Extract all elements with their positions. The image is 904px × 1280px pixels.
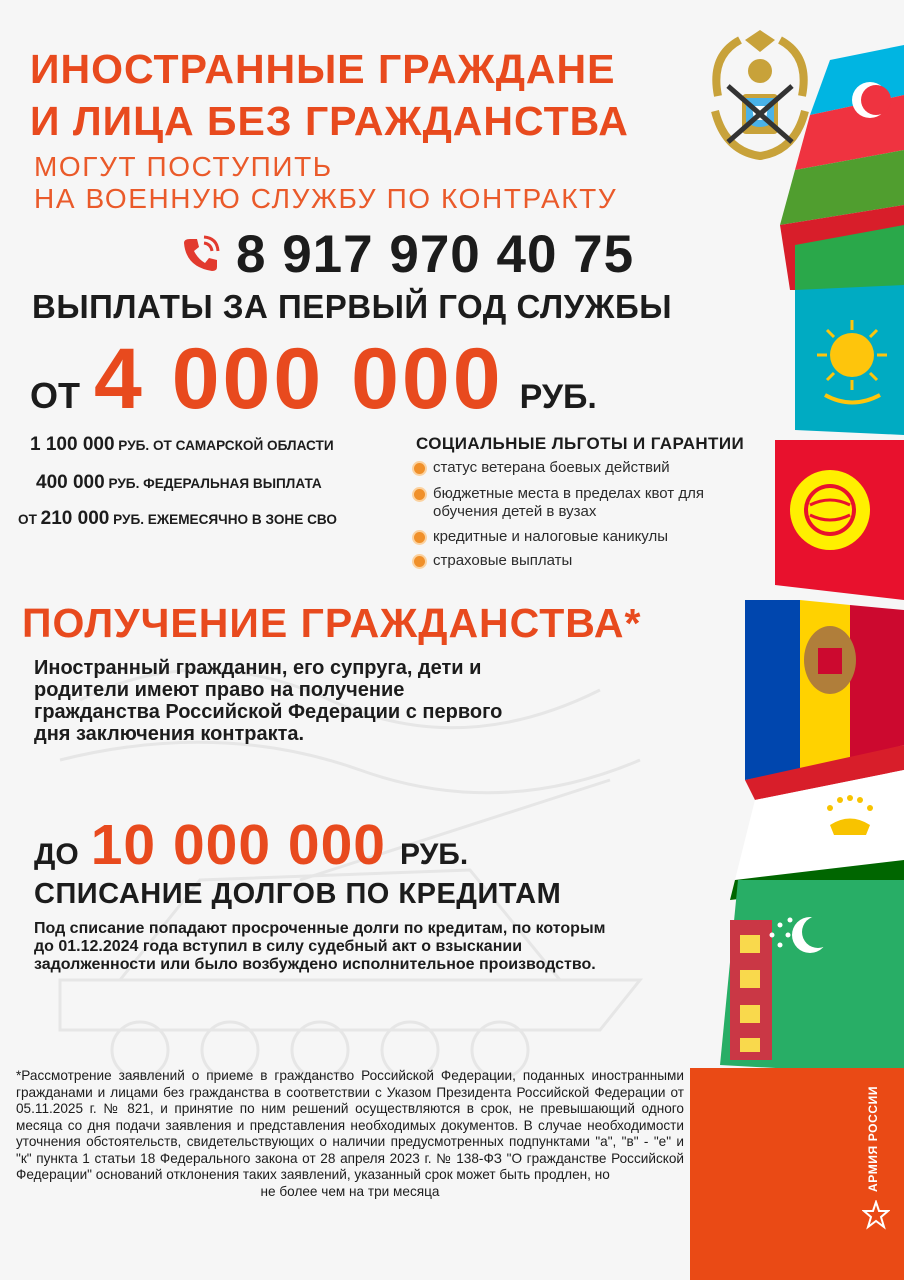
debt-text: Под списание попадают просроченные долги по кредитам, по которым до 01.12.2024 года вступил в силу судебный акт о взыскании задолженности или было возбуждено исполнительное производство.: [34, 920, 606, 973]
benefit-item: кредитные и налоговые каникулы: [414, 528, 668, 546]
debt-suffix: РУБ.: [400, 838, 469, 871]
debt-value: 10 000 000: [90, 813, 386, 877]
citizenship-text: Иностранный гражданин, его супруга, дети и родители имеют право на получение гражданства Российской Федерации с первого дня заключения контракта.: [34, 657, 503, 745]
payment-label: РУБ. ОТ САМАРСКОЙ ОБЛАСТИ: [114, 438, 334, 453]
military-emblem-icon: [700, 26, 820, 166]
kyrgyzstan-flag: [775, 440, 904, 600]
title-line-1: ИНОСТРАННЫЕ ГРАЖДАНЕ: [30, 46, 616, 92]
debt-prefix: ДО: [34, 838, 79, 871]
bullet-icon: [414, 463, 425, 474]
payment-label: РУБ. ФЕДЕРАЛЬНАЯ ВЫПЛАТА: [104, 476, 322, 491]
footnote: [16, 1068, 684, 1200]
citizenship-heading: ПОЛУЧЕНИЕ ГРАЖДАНСТВА*: [22, 600, 642, 646]
debt-heading: СПИСАНИЕ ДОЛГОВ ПО КРЕДИТАМ: [34, 878, 562, 910]
star-logo-icon: [862, 1200, 890, 1230]
amount-prefix: ОТ: [30, 375, 80, 416]
debt-amount: [34, 812, 469, 877]
benefit-item: бюджетные места в пределах квот для обучения детей в вузах: [414, 485, 734, 521]
benefit-item: статус ветерана боевых действий: [414, 459, 670, 477]
bullet-icon: [414, 532, 425, 543]
payment-prefix: ОТ: [18, 512, 41, 527]
footnote-last-line: не более чем на три месяца: [260, 1183, 440, 1199]
benefit-item: страховые выплаты: [414, 552, 572, 570]
turkmenistan-flag: [720, 880, 904, 1075]
payment-line: [36, 472, 322, 494]
amount-suffix: РУБ.: [519, 378, 597, 416]
benefits-heading: СОЦИАЛЬНЫЕ ЛЬГОТЫ И ГАРАНТИИ: [416, 434, 745, 453]
phone-contact[interactable]: [180, 222, 634, 286]
phone-ringing-icon: [180, 233, 222, 275]
subtitle-line-1: МОГУТ ПОСТУПИТЬ: [34, 151, 333, 182]
payment-value: 1 100 000: [30, 434, 115, 455]
subtitle-line-2: НА ВОЕННУЮ СЛУЖБУ ПО КОНТРАКТУ: [34, 183, 618, 214]
payment-line: [30, 434, 334, 456]
amount-value: 4 000 000: [94, 331, 504, 427]
payment-value: 400 000: [36, 472, 105, 493]
title-line-2: И ЛИЦА БЕЗ ГРАЖДАНСТВА: [30, 98, 629, 144]
payments-amount: [30, 330, 597, 427]
payment-value: 210 000: [40, 508, 110, 529]
payments-heading: ВЫПЛАТЫ ЗА ПЕРВЫЙ ГОД СЛУЖБЫ: [32, 288, 673, 325]
kazakhstan-flag: [795, 285, 904, 435]
payment-label: РУБ. ЕЖЕМЕСЯЧНО В ЗОНЕ СВО: [109, 512, 337, 527]
brand-label: АРМИЯ РОССИИ: [866, 1085, 880, 1192]
bullet-icon: [414, 489, 425, 500]
phone-number[interactable]: 8 917 970 40 75: [236, 224, 635, 284]
bullet-icon: [414, 556, 425, 567]
payment-line: [18, 508, 337, 530]
footnote-main: *Рассмотрение заявлений о приеме в гражданство Российской Федерации, поданных иностранными гражданами и лицами без гражданства в соответствии с Указом Президента Российской Федерации от 05.11.2025 г. № 821, и принятие по ним решений осуществляются в срок, не превышающий одного месяца со дня подачи заявления и представления необходимых документов. В случае необходимости уточнения обстоятельств, свидетельствующих о наличии предусмотренных подпунктами "а", "в" - "е" и "к" пункта 1 статьи 18 Федерального закона от 28 апреля 2023 г. № 138-ФЗ "О гражданстве Российской Федерации" оснований отклонения таких заявлений, указанный срок может быть продлен, но: [16, 1068, 684, 1182]
